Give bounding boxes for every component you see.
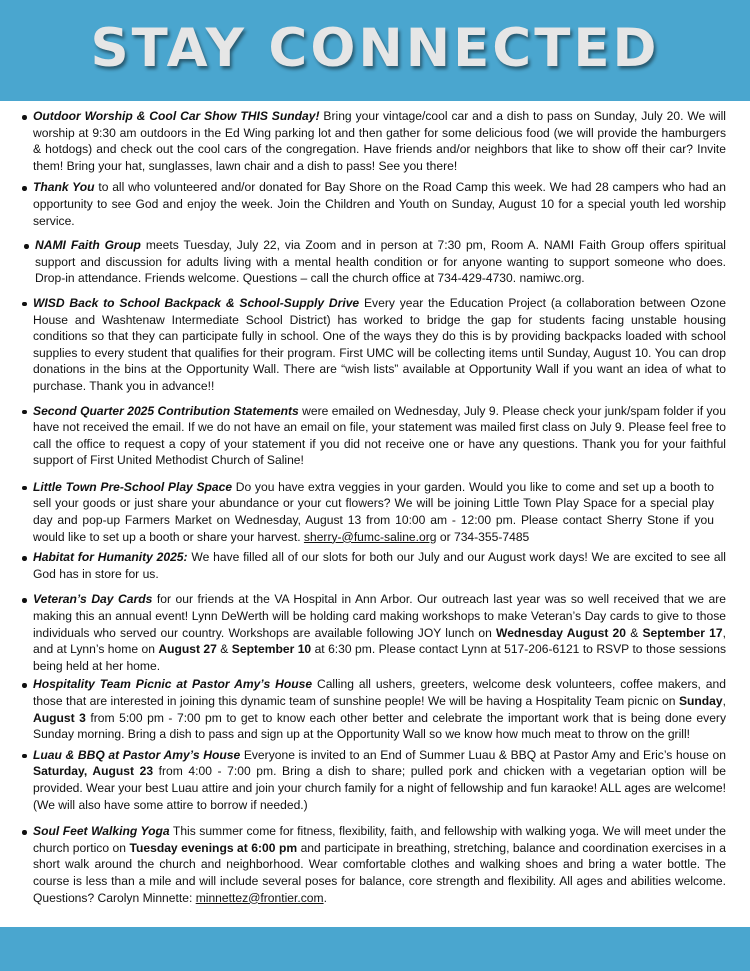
announcement-title: Outdoor Worship & Cool Car Show THIS Sunday!	[33, 109, 320, 123]
email-link[interactable]: sherry-@fumc-saline.org	[303, 529, 437, 544]
announcement-text: Every year the Education Project (a collaboration between Ozone House and Washtenaw Intermediate School District) has worked to bridge the gap for students facing unstable housing conditions so that they can participate fully in school. One of the ways they do this is by providing backpacks loaded with school supplies to every student that qualifies for their program. First UMC will be collecting items until Sunday, August 10. You can drop donations in the bins at the Opportunity Wall. There are “wish lists” available at Opportunity Wall if you want an idea of what to purchase. Thank you in advance!!	[33, 295, 726, 393]
announcement-text: ,	[722, 694, 726, 708]
announcement-text: and participate in breathing, stretching, balance and coordination exercises in a short walk around the church and neighborhood. Wear comfortable clothes and walking shoes and bring a water bottle. The course is less than a mile and will include several poses for balance, core strength and flexibility. All ages and abilities welcome. Questions? Carolyn Minnette:	[33, 840, 726, 905]
announcement-car-show	[33, 108, 726, 174]
announcement-text: We have filled all of our slots for both our July and our August work days! We are excited to see all God has in store for us.	[33, 550, 726, 581]
announcement-title: Luau & BBQ at Pastor Amy’s House	[33, 747, 241, 762]
date-highlight: Saturday, August 23	[33, 764, 154, 779]
announcement-title: Second Quarter 2025 Contribution Statements	[33, 403, 299, 418]
announcement-title: NAMI Faith Group	[35, 238, 141, 253]
announcement-nami	[35, 237, 726, 287]
announcement-text: were emailed on Wednesday, July 9. Please check your junk/spam folder if you have not received the email. If we do not have an email on file, your statement was mailed first class on July 9. Please feel free to call the office to request a copy of your statement if you did not receive one or have any questions. Thank you for your faithful support of First United Methodist Church of Saline!	[33, 403, 726, 468]
announcement-text: for our friends at the VA Hospital in Ann Arbor. Our outreach last year was so well received that we are making this an annual event! Lynn DeWerth will be holding card making workshops to make Veteran’s Day cards to give to those individuals who served our country. Workshops are available following JOY lunch on	[33, 592, 726, 640]
announcement-text: from 4:00 - 7:00 pm. Bring a dish to share; pulled pork and chicken with a vegetarian option will be provided. Wear your best Luau attire and join your church family for a night of fellowship and fun karaoke! ALL ages are welcome! (We will also have some attire to borrow if needed.)	[33, 764, 726, 812]
announcement-text: from 5:00 pm - 7:00 pm to get to know each other better and celebrate the important work that is being done every Sunday morning. Bring a dish to pass and sign up at the Opportunity Wall so we know how much meat to throw on the grill!	[33, 710, 726, 742]
bulletin-content	[0, 104, 750, 906]
announcement-text: .	[323, 890, 327, 905]
announcement-luau	[33, 747, 726, 813]
announcement-title: Thank You	[33, 180, 95, 195]
announcement-hospitality-picnic	[33, 676, 726, 742]
announcement-text: &	[626, 625, 643, 640]
date-highlight: September 17	[642, 625, 723, 640]
announcement-title: WISD Back to School Backpack & School-Supply Drive	[33, 295, 360, 310]
announcement-text: at 6:30 pm. Please contact Lynn at 517-206-6121 to RSVP to those sessions being held at her home.	[33, 642, 727, 673]
date-highlight: September 10	[231, 642, 312, 657]
announcement-list	[0, 108, 750, 906]
date-highlight: August 3	[33, 710, 86, 725]
header-banner	[0, 0, 750, 101]
footer-bar	[0, 927, 750, 971]
announcement-text: &	[216, 642, 232, 657]
date-highlight: Wednesday August 20	[496, 625, 627, 640]
announcement-text: to all who volunteered and/or donated for Bay Shore on the Road Camp this week. We had 28 campers who had an opportunity to see God and enjoy the week. Join the Children and Youth on Sunday, August 10 for a special youth led worship service.	[33, 180, 726, 228]
announcement-play-space	[33, 479, 714, 545]
announcement-walking-yoga	[33, 823, 726, 906]
announcement-text: , and at Lynn’s home on	[33, 625, 726, 657]
announcement-backpack-drive	[33, 295, 726, 395]
announcement-veterans-day	[33, 591, 726, 674]
date-highlight: August 27	[158, 642, 217, 657]
date-highlight: Tuesday evenings at 6:00 pm	[129, 840, 298, 855]
announcement-contribution-statements	[33, 403, 726, 469]
date-highlight: Sunday	[678, 694, 723, 708]
announcement-title: Habitat for Humanity 2025:	[33, 550, 188, 565]
announcement-title: Little Town Pre-School Play Space	[33, 479, 233, 494]
announcement-habitat	[33, 549, 726, 582]
announcement-text: Everyone is invited to an End of Summer Luau & BBQ at Pastor Amy and Eric’s house on	[240, 747, 726, 762]
announcement-text: Do you have extra veggies in your garden. Would you like to come and set up a booth to sell your goods or just share your abundance or your cut flowers? We will be joining Little Town Play Space for a special play day and pop-up Farmers Market on Wednesday, August 13 from 10:00 am - 12:00 pm. Please contact Sherry Stone if you would like to set up a booth or share your harvest.	[33, 479, 714, 544]
announcement-text: Bring your vintage/cool car and a dish to pass on Sunday, July 20. We will worship at 9:30 am outdoors in the Ed Wing parking lot and then gather for some delicious food (we will provide the hamburgers & hotdogs) and check out the cool cars of the congregation. Have friends and/or neighbors that like to show off their car? Invite them! Bring your hat, sunglasses, lawn chair and a dish to pass! See you there!	[33, 109, 726, 173]
announcement-text: or 734-355-7485	[436, 529, 530, 544]
announcement-title: Hospitality Team Picnic at Pastor Amy’s House	[33, 677, 313, 692]
announcement-text: Calling all ushers, greeters, welcome desk volunteers, coffee makers, and those that are interested in joining this dynamic team of sunshine people! We will be having a Hospitality Team picnic on	[33, 677, 726, 708]
announcement-text: meets Tuesday, July 22, via Zoom and in person at 7:30 pm, Room A. NAMI Faith Group offers spiritual support and discussion for adults living with a mental health condition or for anyone wanting to support someone who does. Drop-in attendance. Friends welcome. Questions – call the church office at 734-429-4730. namiwc.org.	[35, 238, 726, 286]
page-title: STAY CONNECTED	[90, 18, 660, 79]
announcement-title: Veteran’s Day Cards	[33, 592, 153, 607]
email-link[interactable]: minnettez@frontier.com	[195, 890, 324, 905]
announcement-title: Soul Feet Walking Yoga	[33, 824, 170, 839]
announcement-thank-you	[33, 179, 726, 229]
announcement-text: This summer come for fitness, flexibility, faith, and fellowship with walking yoga. We will meet under the church portico on	[33, 824, 726, 855]
